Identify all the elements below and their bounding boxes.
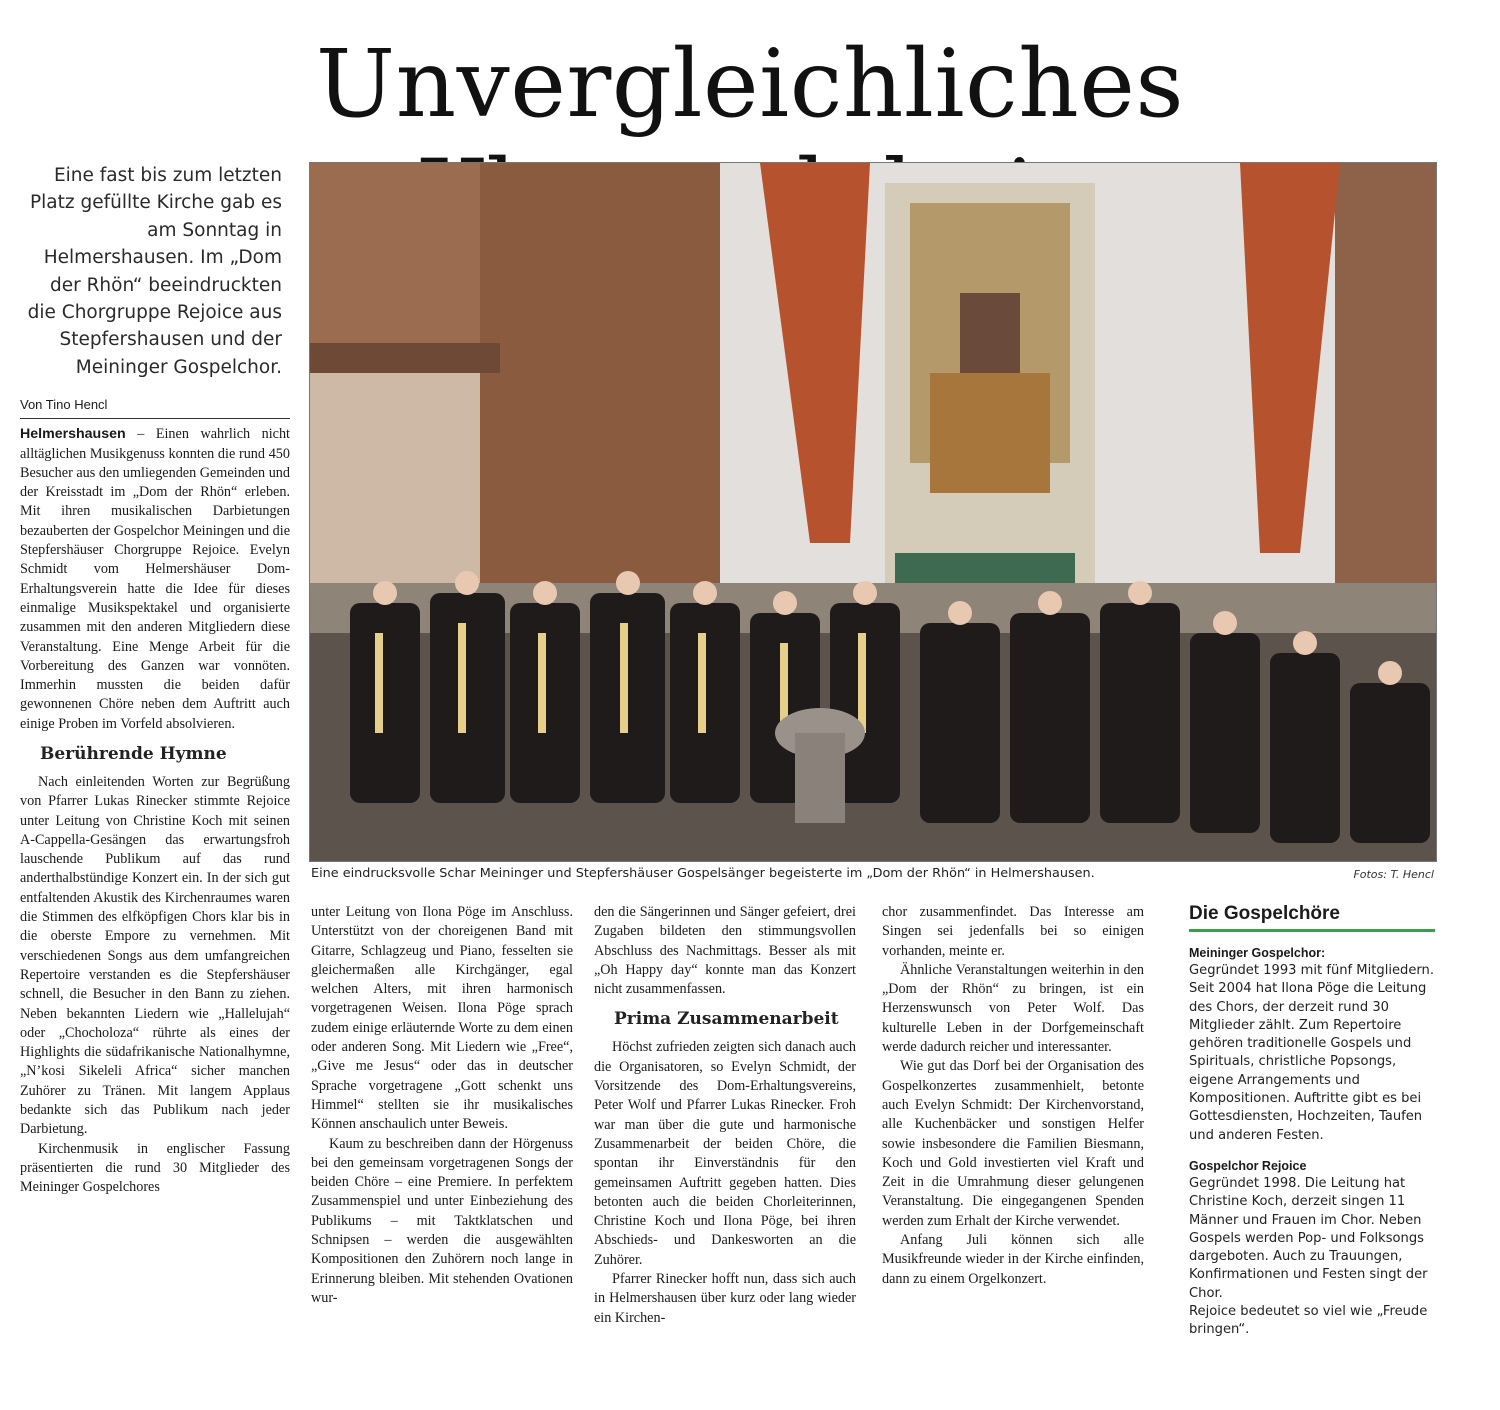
paragraph-12: Anfang Juli können sich alle Musikfreunde wieder in der Kirche einfinden, dann zu einem Orgelkonzert. xyxy=(882,1232,1144,1287)
photo-caption: Eine eindrucksvolle Schar Meininger und Stepfershäuser Gospelsänger begeisterte im „Dom der Rhön“ in Helmershausen. xyxy=(311,866,1095,881)
article-photo xyxy=(309,162,1437,862)
paragraph-1 xyxy=(20,425,290,734)
paragraph-3: Kirchenmusik in englischer Fassung präsentierten die rund 30 Mitglieder des Meininger Gospelchores xyxy=(20,1140,290,1196)
column-4 xyxy=(882,903,1144,1289)
paragraph-10: Ähnliche Veranstaltungen weiterhin in den „Dom der Rhön“ zu bringen, ist ein Herzenswunsch von Peter Wolf. Das kulturelle Leben in der Dorfgemeinschaft werde dadurch reicher und interessanter. xyxy=(882,961,1144,1056)
info-box-heading-rejoice: Gospelchor Rejoice xyxy=(1189,1158,1307,1173)
column-2 xyxy=(311,903,573,1308)
info-box-title: Die Gospelchöre xyxy=(1189,903,1435,932)
info-box-heading-meininger: Meininger Gospelchor: xyxy=(1189,946,1326,960)
paragraph-2: Nach einleitenden Worten zur Begrüßung von Pfarrer Lukas Rinecker stimmte Rejoice unter Leitung von Christine Koch mit seinen A-Cappella-Gesängen das erwartungsfroh lauschende Publikum auf das rund anderthalbstündige Konzert ein. In der sich gut entfaltenden Akustik des Kirchenraumes waren die Stimmen des elfköpfigen Chors klar bis in die oberste Empore zu vernehmen. Mit verschiedenen Songs aus dem umfangreichen Repertoire verstanden es die Stepfershäuser schnell, die Besucher in den Bann zu ziehen. Neben bekannten Liedern wie „Hallelujah“ oder „Chocholoza“ rührte als eines der Highlights die südafrikanische Nationalhymne, „N’kosi Sikeleli Africa“ sicher manchen Zuhörer zu Tränen. Mit langem Applaus bedankte sich das Publikum nach jeder Darbietung. xyxy=(20,774,290,1138)
paragraph-11: Wie gut das Dorf bei der Organisation des Gospelkonzertes zusammenhielt, betonte auch Evelyn Schmidt: Der Kirchenvorstand, alle Kuchenbäcker und sonstigen Helfer sowie insbesondere die Familien Biesmann, Koch und Gold investierten viel Kraft und Zeit in die Umrahmung dieser gelungenen Veranstaltung. Die eingegangenen Spenden werden zum Erhalt der Kirche verwendet. xyxy=(882,1058,1144,1229)
article-headline: Unvergleichliches xyxy=(315,30,1185,139)
paragraph-1-text: – Einen wahrlich nicht alltäglichen Musikgenuss konnten die rund 450 Besucher aus den umliegenden Gemeinden und der Kreisstadt im „Dom der Rhön“ erleben. Mit ihren musikalischen Darbietungen bezauberten der Gospelchor Meiningen und die Stepfershäuser Chorgruppe Rejoice. Evelyn Schmidt vom Helmershäuser Dom-Erhaltungsverein hatte die Idee für dieses einmalige Musikspektakel und organisierte zusammen mit den anderen Mitgliedern diese Veranstaltung. Eine Menge Arbeit für die Vorbereitung des Ganzen war vonnöten. Immerhin mussten die beiden dafür gewonnenen Chöre neben dem Auftritt auch einige Proben im Vorfeld absolvieren. xyxy=(20,426,290,732)
paragraph-5: Kaum zu beschreiben dann der Hörgenuss bei den gemeinsam vorgetragenen Songs der beiden Chöre – eine Premiere. In perfektem Zusammenspiel und unter Einbeziehung des Publikums – mit Taktklatschen und Schnipsen – werden die ausgewählten Kompositionen den Zuhörern noch lange in Erinnerung bleiben. Mit stehenden Ovationen wur- xyxy=(311,1135,573,1306)
info-box xyxy=(1189,903,1435,1340)
subhead-beruehrende-hymne: Berührende Hymne xyxy=(40,744,227,764)
info-box-text-meininger: Gegründet 1993 mit fünf Mitgliedern. Seit 2004 hat Ilona Pöge die Leitung des Chors, der derzeit rund 30 Mitglieder zählt. Zum Repertoire gehören traditionelle Gospels und Spirituals, christliche Popsongs, eigene Arrangements und Kompositionen. Auftritte gibt es bei Gottesdiensten, Hochzeiten, Taufen und anderen Festen. xyxy=(1189,963,1435,1143)
byline: Von Tino Hencl xyxy=(20,397,290,419)
paragraph-7: Höchst zufrieden zeigten sich danach auch die Organisatoren, so Evelyn Schmidt, der Vorsitzende des Dom-Erhaltungsvereins, Peter Wolf und Pfarrer Lukas Rinecker. Froh war man über die gute und harmonische Zusammenarbeit der beiden Chöre, die spontan ihr Einverständnis für den gemeinsamen Auftritt gegeben hatten. Dies betonten auch die beiden Chorleiterinnen, Christine Koch und Ilona Pöge, bei ihren Abschieds- und Dankesworten an die Zuhörer. xyxy=(594,1039,856,1268)
info-box-text-rejoice: Gegründet 1998. Die Leitung hat Christine Koch, derzeit singen 11 Männer und Frauen im Chor. Neben Gospels werden Pop- und Folksongs dargeboten. Auch zu Trauungen, Konfirmationen und Festen singt der Chor. xyxy=(1189,1175,1428,1301)
left-column xyxy=(20,162,290,1198)
paragraph-9: chor zusammenfindet. Das Interesse am Singen sei jedenfalls bei so einigen vorhanden, meinte er. xyxy=(882,904,1144,959)
church-choir-photo xyxy=(310,163,1436,861)
paragraph-8: Pfarrer Rinecker hofft nun, dass sich auch in Helmershausen über kurz oder lang wieder ein Kirchen- xyxy=(594,1271,856,1326)
paragraph-6: den die Sängerinnen und Sänger gefeiert, drei Zugaben bildeten den stimmungsvollen Abschluss des Nachmittags. Besser als mit „Oh Happy day“ konnte man das Konzert nicht zusammenfassen. xyxy=(594,904,856,998)
subhead-prima-zusammenarbeit: Prima Zusammenarbeit xyxy=(614,1009,839,1030)
photo-credit: Fotos: T. Hencl xyxy=(1353,868,1434,881)
column-3 xyxy=(594,903,856,1328)
paragraph-4: unter Leitung von Ilona Pöge im Anschluss. Unterstützt von der choreigenen Band mit Gitarre, Schlagzeug und Piano, fesselten sie gleichermaßen alle Kirchgänger, egal welchen Alters, mit ihren harmonisch vorgetragenen Weisen. Ilona Pöge sprach zudem einige erläuternde Worte zu dem einen oder anderen Song. Mit Liedern wie „Free“, „Give me Jesus“ oder das in deutscher Sprache vorgetragene „Gott schenkt uns Himmel“ stellten sie ihr musikalisches Können anschaulich unter Beweis. xyxy=(311,904,573,1133)
article-lead: Eine fast bis zum letzten Platz gefüllte Kirche gab es am Sonntag in Helmershausen. Im „Dom der Rhön“ beeindruckten die Chorgruppe Rejoice aus Stepfershausen und der Meininger Gospelchor. xyxy=(27,165,282,378)
info-box-note-rejoice: Rejoice bedeutet so viel wie „Freude bringen“. xyxy=(1189,1304,1428,1338)
dateline: Helmershausen xyxy=(20,426,126,443)
